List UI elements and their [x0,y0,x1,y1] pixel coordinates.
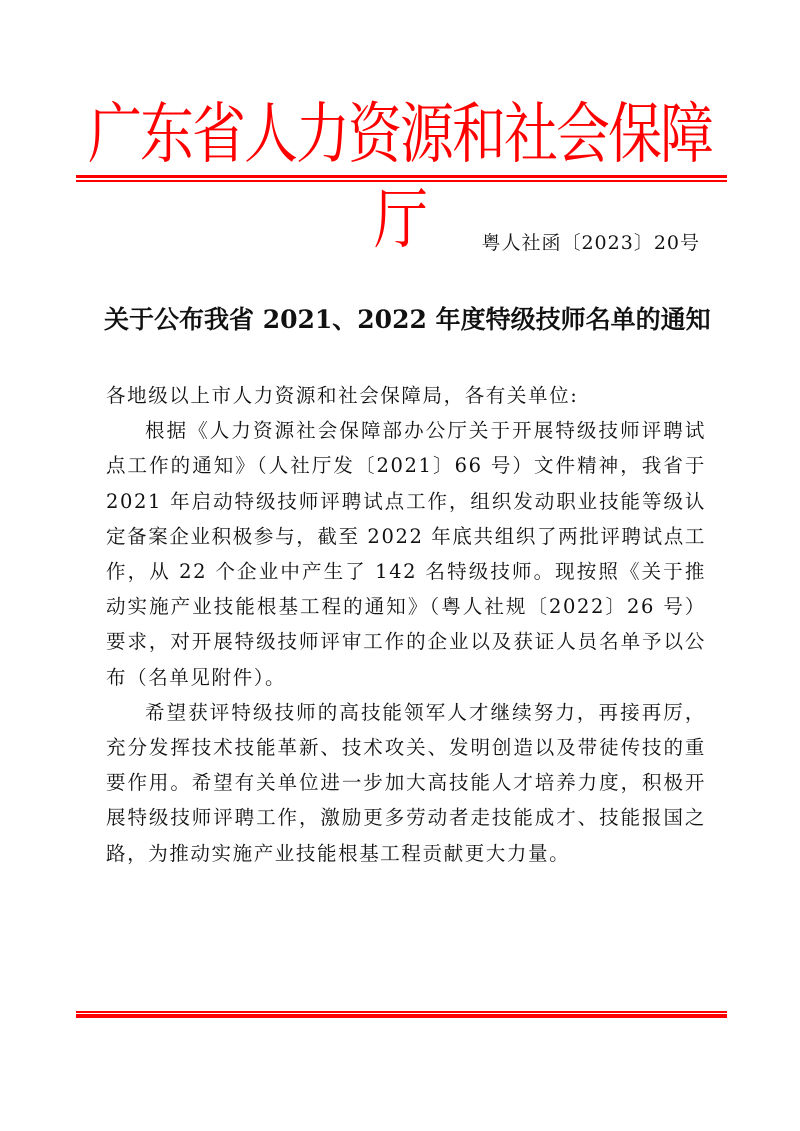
footer-divider [76,1011,727,1019]
divider-thin-line [76,1011,727,1013]
issuing-authority-masthead: 广东省人力资源和社会保障厅 [88,95,712,258]
masthead-divider [76,175,727,182]
body-paragraph: 根据《人力资源社会保障部办公厅关于开展特级技师评聘试点工作的通知》（人社厅发〔2021〕66 号）文件精神，我省于 2021 年启动特级技师评聘试点工作，组织发动职业技能等级认定备案企业积极参与，截至 2022 年底共组织了两批评聘试点工作，从 22 个企业中产生了 142 名特级技师。现按照《关于推动实施产业技能根基工程的通知》（粤人社规〔2022〕26 号）要求，对开展特级技师评审工作的企业以及获证人员名单予以公布（名单见附件）。 [106,419,706,689]
body-paragraph: 希望获评特级技师的高技能领军人才继续努力，再接再厉，充分发挥技术技能革新、技术攻关、发明创造以及带徒传技的重要作用。希望有关单位进一步加大高技能人才培养力度，积极开展特级技师评聘工作，激励更多劳动者走技能成才、技能报国之路，为推动实施产业技能根基工程贡献更大力量。 [106,700,706,865]
divider-thick-line [76,175,727,178]
document-title: 关于公布我省 2021、2022 年度特级技师名单的通知 [104,305,711,334]
divider-thick-line [76,1014,727,1018]
document-body [106,378,706,871]
document-number: 粤人社函〔2023〕20号 [481,232,700,254]
salutation: 各地级以上市人力资源和社会保障局，各有关单位: [106,384,579,407]
divider-thin-line [76,180,727,182]
